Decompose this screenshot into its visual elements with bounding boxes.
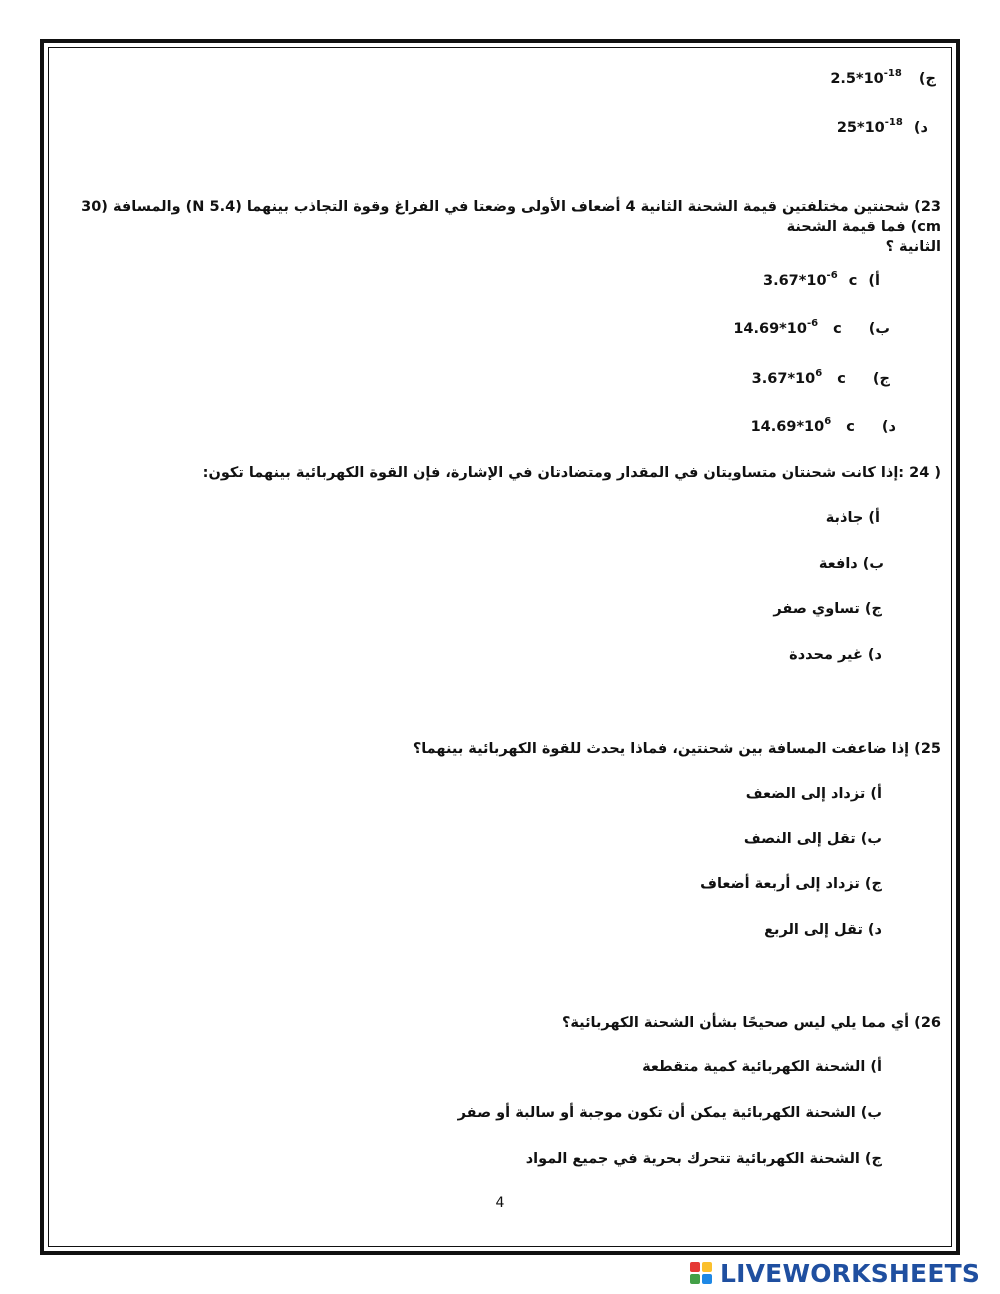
option-unit: c	[833, 321, 842, 337]
q25-option-a: أ) تزداد إلى الضعف	[745, 786, 882, 802]
option-unit: c	[846, 419, 855, 435]
logo-square-green	[690, 1274, 700, 1284]
liveworksheets-logo-icon	[690, 1262, 714, 1286]
q24-option-d: د) غير محددة	[789, 647, 882, 663]
option-exponent: 6	[815, 368, 823, 379]
q22-option-d	[837, 113, 928, 138]
q24-option-b: ب) دافعة	[818, 556, 884, 572]
option-unit: c	[837, 371, 846, 387]
option-base: 2.5*10	[830, 71, 884, 87]
q26-option-b: ب) الشحنة الكهربائية يمكن أن تكون موجبة أو سالبة أو صفر	[457, 1105, 882, 1121]
q24-text: :إذا كانت شحنتان متساويتان في المقدار ومتضادتان في الإشارة، فإن القوة الكهربائية بينهما تكون:	[202, 465, 910, 481]
liveworksheets-footer[interactable]	[690, 1259, 990, 1289]
q23-option-b	[733, 314, 890, 339]
option-base: 25*10	[836, 120, 885, 136]
option-base: 3.67*10	[763, 273, 827, 289]
option-base: 3.67*10	[751, 371, 816, 387]
brand-name: LIVEWORKSHEETS	[720, 1259, 981, 1288]
q23-question	[71, 197, 941, 257]
logo-square-yellow	[702, 1262, 712, 1272]
logo-square-red	[690, 1262, 700, 1272]
option-label: ج)	[872, 371, 890, 387]
page-number: 4	[495, 1195, 505, 1211]
q24-option-c: ج) تساوي صفر	[773, 601, 882, 617]
option-exponent: -18	[883, 68, 902, 79]
q23-option-c	[752, 364, 890, 389]
q23-text-line2: الثانية ؟	[885, 239, 941, 255]
option-exponent: -6	[826, 270, 838, 281]
q22-option-c	[830, 64, 936, 89]
q23-option-a	[763, 266, 880, 291]
q24-number: 24 )	[909, 465, 941, 481]
q26-option-a: أ) الشحنة الكهربائية كمية متقطعة	[642, 1059, 882, 1075]
option-exponent: -6	[806, 318, 819, 329]
option-base: 14.69*10	[750, 419, 825, 435]
option-label: د)	[913, 120, 928, 136]
q23-option-d	[751, 412, 896, 437]
option-exponent: -18	[884, 117, 903, 128]
q26-question: 26) أي مما يلي ليس صحيحًا بشأن الشحنة الكهربائية؟	[561, 1015, 941, 1031]
option-unit: c	[848, 273, 858, 289]
q25-option-d: د) تقل إلى الربع	[764, 922, 882, 938]
q25-option-c: ج) تزداد إلى أربعة أضعاف	[700, 876, 882, 892]
q24-option-a: أ) جاذبة	[825, 510, 880, 526]
option-base: 14.69*10	[733, 321, 807, 337]
option-label: ج)	[918, 71, 936, 87]
q24-question	[203, 463, 941, 483]
q25-option-b: ب) تقل إلى النصف	[743, 831, 882, 847]
q26-option-c: ج) الشحنة الكهربائية تتحرك بحرية في جميع المواد	[525, 1151, 882, 1167]
option-label: أ)	[868, 273, 880, 289]
option-label: ب)	[868, 321, 890, 337]
logo-square-blue	[702, 1274, 712, 1284]
option-exponent: 6	[824, 416, 832, 427]
option-label: د)	[881, 419, 896, 435]
q25-question: 25) إذا ضاعفت المسافة بين شحنتين، فماذا يحدث للقوة الكهربائية بينهما؟	[412, 741, 941, 757]
q23-text-line1: 23) شحنتين مختلفتين قيمة الشحنة الثانية 4 أضعاف الأولى وضعتا في الفراغ وقوة التجاذب بينهما (5.4 N) والمسافة (30 cm) فما قيمة الشحنة	[81, 199, 941, 235]
